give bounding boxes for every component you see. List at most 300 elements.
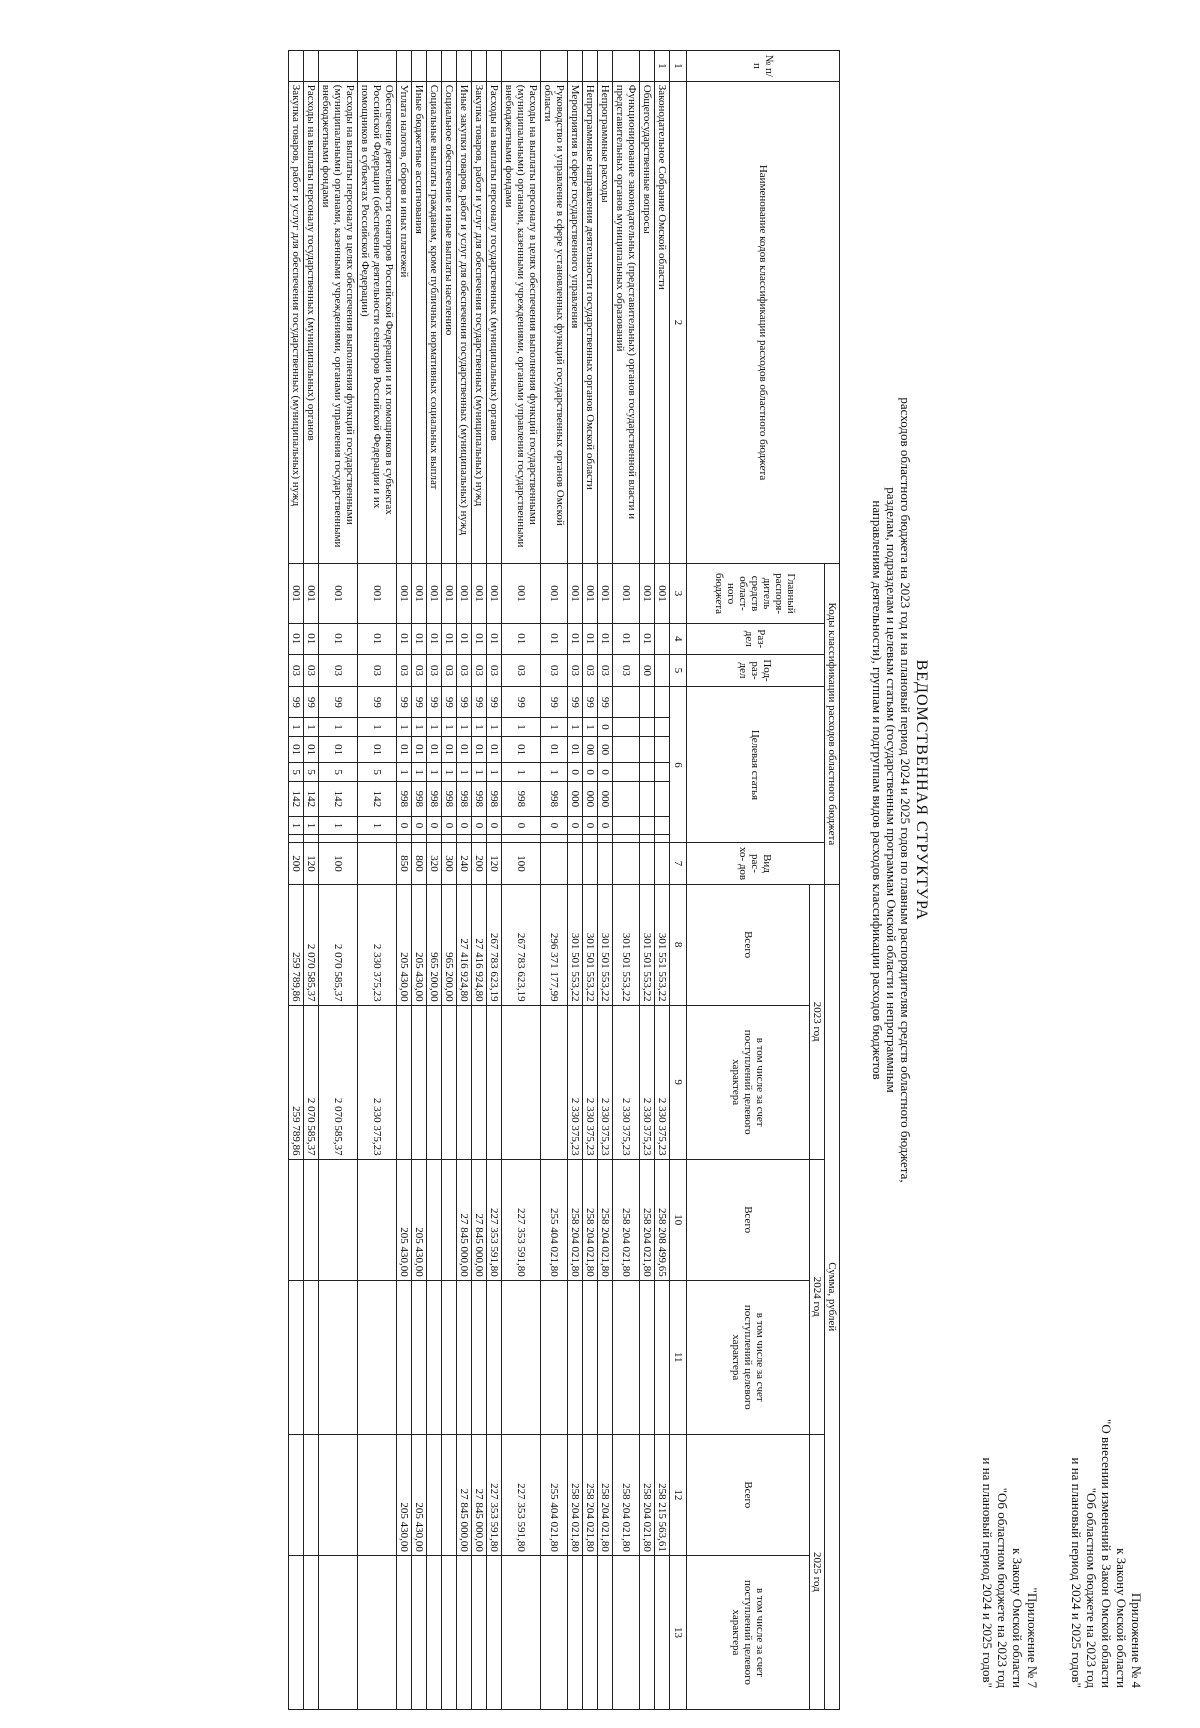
row-incl-2025-cell [655, 1555, 670, 1709]
row-cs-part-cell: 998 [427, 781, 442, 816]
row-gr-cell: 001 [304, 564, 319, 624]
row-cs-part-cell: 01 [358, 736, 397, 763]
row-total-2023-cell: 2 070 585,37 [319, 884, 358, 1005]
row-total-2024-cell [358, 1159, 397, 1280]
row-cs-part-cell: 99 [541, 687, 568, 718]
row-total-2023-cell: 205 430,00 [397, 884, 412, 1005]
row-incl-2023-cell [472, 1005, 487, 1159]
row-incl-2024-cell [487, 1280, 502, 1434]
table-row [412, 51, 427, 1710]
appendix-header-old [980, 1457, 1040, 1688]
row-gr-cell: 001 [568, 564, 583, 624]
appendix-line: "Об областном бюджете на 2023 год [995, 1487, 1010, 1688]
appendix-line: к Закону Омской области [1010, 1548, 1025, 1688]
row-incl-2023-cell: 2 330 375,23 [613, 1005, 640, 1159]
row-cs-part-cell [613, 718, 640, 736]
row-vid-cell: 200 [289, 843, 304, 884]
row-cs-part-cell [502, 835, 541, 843]
row-cs-part-cell [613, 816, 640, 834]
row-cs-part-cell [640, 763, 655, 781]
row-podrazdel-cell: 03 [412, 654, 427, 687]
row-total-2023-cell: 301 551 553,22 [655, 884, 670, 1005]
row-total-2023-cell: 301 501 553,22 [598, 884, 613, 1005]
row-incl-2025-cell [442, 1555, 457, 1709]
row-name-cell: Иные бюджетные ассигнования [412, 81, 427, 563]
title-subtitle: направлениям деятельности), группам и подгруппам видов расходов классификации расходов бюджетов [870, 500, 885, 1080]
header-sum: Сумма, рублей [825, 884, 840, 1709]
row-total-2025-cell: 258 204 021,80 [598, 1434, 613, 1555]
row-cs-part-cell: 99 [304, 687, 319, 718]
row-number-cell [397, 51, 412, 82]
row-razdel-cell: 01 [457, 623, 472, 654]
document-title [870, 300, 928, 1280]
row-cs-part-cell: 1 [442, 718, 457, 736]
row-name-cell: Руководство и управление в сфере установленных функций государственных органов Омской области [541, 81, 568, 563]
row-incl-2024-cell [289, 1280, 304, 1434]
appendix-header-new [1069, 1419, 1144, 1688]
row-cs-part-cell: 142 [289, 781, 304, 816]
row-incl-2024-cell [358, 1280, 397, 1434]
row-cs-part-cell: 1 [319, 718, 358, 736]
row-cs-part-cell [655, 781, 670, 816]
row-gr-cell: 001 [472, 564, 487, 624]
row-incl-2025-cell [289, 1555, 304, 1709]
row-razdel-cell: 01 [613, 623, 640, 654]
row-total-2024-cell: 258 208 499,65 [655, 1159, 670, 1280]
row-incl-2025-cell [568, 1555, 583, 1709]
row-cs-part-cell: 0 [457, 816, 472, 834]
column-index-cell: 13 [670, 1555, 687, 1709]
row-name-cell: Общегосударственные вопросы [640, 81, 655, 563]
row-gr-cell: 001 [541, 564, 568, 624]
row-cs-part-cell: 0 [598, 718, 613, 736]
row-total-2023-cell: 301 501 553,22 [583, 884, 598, 1005]
budget-table [288, 50, 840, 1710]
row-cs-part-cell: 1 [319, 816, 358, 834]
row-incl-2023-cell: 2 330 375,23 [598, 1005, 613, 1159]
row-cs-part-cell: 01 [289, 736, 304, 763]
row-incl-2024-cell [304, 1280, 319, 1434]
column-index-cell: 12 [670, 1434, 687, 1555]
row-podrazdel-cell: 03 [304, 654, 319, 687]
row-cs-part-cell [583, 835, 598, 843]
row-vid-cell [598, 843, 613, 884]
row-name-cell: Непрограммные расходы [598, 81, 613, 563]
row-total-2023-cell: 301 501 553,22 [613, 884, 640, 1005]
row-cs-part-cell: 0 [568, 816, 583, 834]
row-podrazdel-cell: 00 [640, 654, 655, 687]
row-podrazdel-cell: 03 [358, 654, 397, 687]
row-number-cell [412, 51, 427, 82]
row-number-cell [472, 51, 487, 82]
row-cs-part-cell: 1 [583, 718, 598, 736]
row-cs-part-cell: 0 [583, 816, 598, 834]
row-total-2024-cell [442, 1159, 457, 1280]
row-incl-2023-cell: 2 070 585,37 [319, 1005, 358, 1159]
row-podrazdel-cell: 03 [487, 654, 502, 687]
row-incl-2023-cell [541, 1005, 568, 1159]
row-vid-cell: 100 [502, 843, 541, 884]
row-total-2024-cell: 27 845 000,00 [472, 1159, 487, 1280]
row-incl-2023-cell [427, 1005, 442, 1159]
row-incl-2024-cell [442, 1280, 457, 1434]
row-incl-2025-cell [502, 1555, 541, 1709]
row-cs-part-cell: 142 [358, 781, 397, 816]
row-razdel-cell: 01 [319, 623, 358, 654]
header-total-2024: Всего [687, 1159, 810, 1280]
row-cs-part-cell: 99 [427, 687, 442, 718]
row-total-2024-cell: 227 353 591,80 [502, 1159, 541, 1280]
column-index-cell: 2 [670, 81, 687, 563]
row-cs-part-cell: 1 [427, 763, 442, 781]
row-cs-part-cell [640, 835, 655, 843]
row-incl-2024-cell [640, 1280, 655, 1434]
row-incl-2025-cell [613, 1555, 640, 1709]
table-row [640, 51, 655, 1710]
column-index-cell: 5 [670, 654, 687, 687]
row-gr-cell: 001 [640, 564, 655, 624]
header-incl-2024: в том числе за счет поступлений целевого характера [687, 1280, 810, 1434]
row-total-2023-cell: 27 416 924,80 [472, 884, 487, 1005]
row-total-2023-cell: 2 070 585,37 [304, 884, 319, 1005]
row-cs-part-cell: 99 [457, 687, 472, 718]
column-index-cell: 6 [670, 687, 687, 843]
row-number-cell: 1 [655, 51, 670, 82]
row-podrazdel-cell: 03 [598, 654, 613, 687]
row-total-2024-cell: 258 204 021,80 [613, 1159, 640, 1280]
row-cs-part-cell [655, 763, 670, 781]
row-cs-part-cell: 998 [442, 781, 457, 816]
row-total-2024-cell: 227 353 591,80 [487, 1159, 502, 1280]
row-podrazdel-cell: 03 [568, 654, 583, 687]
header-codes: Коды классификации расходов областного бюджета [825, 564, 840, 884]
row-incl-2023-cell: 2 330 375,23 [568, 1005, 583, 1159]
row-cs-part-cell: 000 [568, 781, 583, 816]
column-index-row [670, 51, 687, 1710]
appendix-line: "Об областном бюджете на 2023 год [1084, 1487, 1099, 1688]
row-razdel-cell: 01 [427, 623, 442, 654]
row-cs-part-cell: 0 [583, 763, 598, 781]
row-total-2023-cell: 965 200,00 [427, 884, 442, 1005]
row-total-2024-cell [319, 1159, 358, 1280]
row-gr-cell: 001 [457, 564, 472, 624]
row-incl-2025-cell [541, 1555, 568, 1709]
row-cs-part-cell: 00 [583, 736, 598, 763]
row-cs-part-cell: 1 [487, 763, 502, 781]
row-cs-part-cell: 0 [427, 816, 442, 834]
row-name-cell: Закупка товаров, работ и услуг для обеспечения государственных (муниципальных) нужд [289, 81, 304, 563]
header-gr: Главный распоря- дитель средств област- ного бюджета [687, 564, 825, 624]
row-total-2024-cell: 255 404 021,80 [541, 1159, 568, 1280]
row-razdel-cell: 01 [487, 623, 502, 654]
row-cs-part-cell [655, 835, 670, 843]
row-cs-part-cell [289, 835, 304, 843]
row-cs-part-cell [541, 835, 568, 843]
row-cs-part-cell: 0 [598, 816, 613, 834]
row-razdel-cell: 01 [472, 623, 487, 654]
table-row [304, 51, 319, 1710]
row-cs-part-cell: 01 [427, 736, 442, 763]
row-cs-part-cell: 998 [502, 781, 541, 816]
row-total-2025-cell: 258 204 021,80 [568, 1434, 583, 1555]
row-cs-part-cell: 998 [397, 781, 412, 816]
row-cs-part-cell: 99 [289, 687, 304, 718]
row-cs-part-cell [613, 687, 640, 718]
row-podrazdel-cell: 03 [502, 654, 541, 687]
row-cs-part-cell [640, 718, 655, 736]
title-main: ВЕДОМСТВЕННАЯ СТРУКТУРА [913, 659, 930, 921]
row-name-cell: Функционирование законодательных (представительных) органов государственной власти и представительных органов муниципальных образований [613, 81, 640, 563]
row-vid-cell [583, 843, 598, 884]
row-cs-part-cell: 01 [457, 736, 472, 763]
row-incl-2023-cell [502, 1005, 541, 1159]
header-cs: Целевая статья [687, 687, 825, 843]
row-incl-2024-cell [598, 1280, 613, 1434]
row-incl-2023-cell: 259 789,86 [289, 1005, 304, 1159]
row-total-2025-cell: 205 430,00 [397, 1434, 412, 1555]
table-row [598, 51, 613, 1710]
row-gr-cell: 001 [613, 564, 640, 624]
row-number-cell [358, 51, 397, 82]
column-index-cell: 9 [670, 1005, 687, 1159]
row-name-cell: Расходы на выплаты персоналу в целях обеспечения выполнения функций государственными (муниципальными) органами, казенными учреждениями, органами управления государственными внебюджетными фондами [502, 81, 541, 563]
row-incl-2023-cell: 2 330 375,23 [358, 1005, 397, 1159]
row-number-cell [319, 51, 358, 82]
row-total-2025-cell [289, 1434, 304, 1555]
row-incl-2023-cell: 2 330 375,23 [640, 1005, 655, 1159]
row-incl-2024-cell [502, 1280, 541, 1434]
row-razdel-cell: 01 [397, 623, 412, 654]
row-cs-part-cell: 0 [502, 816, 541, 834]
row-incl-2024-cell [319, 1280, 358, 1434]
row-incl-2025-cell [412, 1555, 427, 1709]
row-cs-part-cell [442, 835, 457, 843]
appendix-line: "О внесении изменений в Закон Омской области [1099, 1419, 1114, 1688]
row-total-2023-cell: 27 416 924,80 [457, 884, 472, 1005]
row-podrazdel-cell: 03 [457, 654, 472, 687]
row-cs-part-cell [640, 736, 655, 763]
row-total-2025-cell [358, 1434, 397, 1555]
row-incl-2025-cell [598, 1555, 613, 1709]
row-cs-part-cell: 000 [598, 781, 613, 816]
row-number-cell [640, 51, 655, 82]
row-cs-part-cell: 99 [502, 687, 541, 718]
table-row [358, 51, 397, 1710]
row-podrazdel-cell: 03 [442, 654, 457, 687]
row-cs-part-cell: 0 [397, 816, 412, 834]
row-razdel-cell: 01 [541, 623, 568, 654]
row-razdel-cell: 01 [598, 623, 613, 654]
row-total-2023-cell: 267 783 623,19 [487, 884, 502, 1005]
row-cs-part-cell: 1 [568, 718, 583, 736]
row-cs-part-cell: 99 [412, 687, 427, 718]
row-total-2024-cell: 258 204 021,80 [583, 1159, 598, 1280]
row-podrazdel-cell: 03 [397, 654, 412, 687]
row-total-2025-cell [427, 1434, 442, 1555]
row-podrazdel-cell: 03 [541, 654, 568, 687]
row-podrazdel-cell [655, 654, 670, 687]
row-cs-part-cell: 5 [358, 763, 397, 781]
row-vid-cell [541, 843, 568, 884]
row-total-2025-cell [304, 1434, 319, 1555]
table-row [568, 51, 583, 1710]
row-cs-part-cell: 99 [568, 687, 583, 718]
row-incl-2025-cell [457, 1555, 472, 1709]
row-cs-part-cell: 99 [598, 687, 613, 718]
row-incl-2023-cell: 2 330 375,23 [655, 1005, 670, 1159]
row-incl-2023-cell [397, 1005, 412, 1159]
row-cs-part-cell: 01 [541, 736, 568, 763]
table-row [613, 51, 640, 1710]
row-cs-part-cell: 99 [472, 687, 487, 718]
row-vid-cell: 320 [427, 843, 442, 884]
row-incl-2023-cell [412, 1005, 427, 1159]
table-row [472, 51, 487, 1710]
row-cs-part-cell: 0 [412, 816, 427, 834]
row-incl-2025-cell [487, 1555, 502, 1709]
row-total-2025-cell: 27 845 000,00 [457, 1434, 472, 1555]
row-cs-part-cell: 0 [568, 763, 583, 781]
row-total-2024-cell [427, 1159, 442, 1280]
row-cs-part-cell: 1 [457, 718, 472, 736]
row-number-cell [613, 51, 640, 82]
row-total-2025-cell: 258 204 021,80 [613, 1434, 640, 1555]
row-cs-part-cell: 01 [502, 736, 541, 763]
row-incl-2024-cell [568, 1280, 583, 1434]
row-total-2024-cell: 258 204 021,80 [568, 1159, 583, 1280]
row-razdel-cell [655, 623, 670, 654]
row-cs-part-cell [655, 816, 670, 834]
row-vid-cell: 300 [442, 843, 457, 884]
row-cs-part-cell [598, 835, 613, 843]
row-incl-2024-cell [457, 1280, 472, 1434]
row-cs-part-cell: 1 [397, 718, 412, 736]
header-podrazdel: Под- раз- дел [687, 654, 825, 687]
row-name-cell: Расходы на выплаты персоналу государственных (муниципальных) органов [304, 81, 319, 563]
row-cs-part-cell: 998 [541, 781, 568, 816]
row-gr-cell: 001 [502, 564, 541, 624]
row-vid-cell: 100 [319, 843, 358, 884]
row-cs-part-cell: 998 [412, 781, 427, 816]
row-name-cell: Социальные выплаты гражданам, кроме публичных нормативных социальных выплат [427, 81, 442, 563]
row-podrazdel-cell: 03 [319, 654, 358, 687]
row-cs-part-cell: 998 [457, 781, 472, 816]
row-cs-part-cell: 01 [397, 736, 412, 763]
row-cs-part-cell [613, 736, 640, 763]
row-cs-part-cell: 1 [304, 816, 319, 834]
row-total-2024-cell [289, 1159, 304, 1280]
row-cs-part-cell: 1 [427, 718, 442, 736]
row-cs-part-cell: 1 [541, 763, 568, 781]
row-name-cell: Непрограммные направления деятельности государственных органов Омской области [583, 81, 598, 563]
row-total-2025-cell: 27 845 000,00 [472, 1434, 487, 1555]
column-index-cell: 7 [670, 843, 687, 884]
column-index-cell: 8 [670, 884, 687, 1005]
header-razdel: Раз- дел [687, 623, 825, 654]
row-incl-2025-cell [472, 1555, 487, 1709]
row-cs-part-cell [487, 835, 502, 843]
row-incl-2024-cell [472, 1280, 487, 1434]
row-cs-part-cell: 0 [442, 816, 457, 834]
column-index-cell: 11 [670, 1280, 687, 1434]
row-incl-2025-cell [640, 1555, 655, 1709]
row-vid-cell: 800 [412, 843, 427, 884]
row-cs-part-cell [412, 835, 427, 843]
header-year-2025: 2025 год [810, 1434, 825, 1709]
row-razdel-cell: 01 [502, 623, 541, 654]
row-incl-2023-cell: 2 330 375,23 [583, 1005, 598, 1159]
table-row [583, 51, 598, 1710]
row-cs-part-cell: 142 [319, 781, 358, 816]
row-incl-2025-cell [304, 1555, 319, 1709]
row-total-2025-cell: 227 353 591,80 [502, 1434, 541, 1555]
row-cs-part-cell: 0 [472, 816, 487, 834]
row-cs-part-cell: 1 [397, 763, 412, 781]
row-cs-part-cell: 1 [472, 763, 487, 781]
table-row [289, 51, 304, 1710]
row-cs-part-cell: 1 [412, 763, 427, 781]
row-gr-cell: 001 [583, 564, 598, 624]
row-cs-part-cell [613, 835, 640, 843]
row-vid-cell: 850 [397, 843, 412, 884]
column-index-cell: 10 [670, 1159, 687, 1280]
header-incl-2025: в том числе за счет поступлений целевого характера [687, 1555, 810, 1709]
appendix-line: к Закону Омской области [1114, 1548, 1129, 1688]
row-cs-part-cell [655, 736, 670, 763]
header-total-2025: Всего [687, 1434, 810, 1555]
column-index-cell: 1 [670, 51, 687, 82]
row-total-2024-cell: 27 845 000,00 [457, 1159, 472, 1280]
row-cs-part-cell: 99 [358, 687, 397, 718]
row-gr-cell: 001 [397, 564, 412, 624]
row-cs-part-cell: 000 [583, 781, 598, 816]
row-cs-part-cell: 00 [598, 736, 613, 763]
row-total-2023-cell: 301 501 553,22 [568, 884, 583, 1005]
row-vid-cell: 240 [457, 843, 472, 884]
row-razdel-cell: 01 [583, 623, 598, 654]
row-cs-part-cell: 01 [304, 736, 319, 763]
table-row [457, 51, 472, 1710]
row-cs-part-cell: 998 [487, 781, 502, 816]
row-name-cell: Социальное обеспечение и иные выплаты населению [442, 81, 457, 563]
row-razdel-cell: 01 [442, 623, 457, 654]
row-incl-2025-cell [319, 1555, 358, 1709]
row-total-2023-cell: 296 371 177,99 [541, 884, 568, 1005]
row-incl-2025-cell [427, 1555, 442, 1709]
row-podrazdel-cell: 03 [613, 654, 640, 687]
row-name-cell: Расходы на выплаты персоналу в целях обеспечения выполнения функций государственными (муниципальными) органами, казенными учреждениями, органами управления государственными внебюджетными фондами [319, 81, 358, 563]
row-cs-part-cell: 0 [541, 816, 568, 834]
row-total-2024-cell: 258 204 021,80 [598, 1159, 613, 1280]
row-cs-part-cell [568, 835, 583, 843]
appendix-line: Приложение № 4 [1129, 1592, 1144, 1688]
row-gr-cell: 001 [319, 564, 358, 624]
row-incl-2023-cell: 2 070 585,37 [304, 1005, 319, 1159]
header-year-2023: 2023 год [810, 884, 825, 1159]
row-total-2025-cell: 227 353 591,80 [487, 1434, 502, 1555]
row-cs-part-cell [655, 687, 670, 718]
row-cs-part-cell [640, 816, 655, 834]
row-total-2024-cell: 258 204 021,80 [640, 1159, 655, 1280]
row-number-cell [427, 51, 442, 82]
row-razdel-cell: 01 [358, 623, 397, 654]
row-razdel-cell: 01 [289, 623, 304, 654]
column-index-cell: 4 [670, 623, 687, 654]
row-total-2024-cell: 205 430,00 [412, 1159, 427, 1280]
appendix-line: "Приложение № 7 [1025, 1587, 1040, 1688]
row-total-2023-cell: 301 501 553,22 [640, 884, 655, 1005]
table-row [427, 51, 442, 1710]
